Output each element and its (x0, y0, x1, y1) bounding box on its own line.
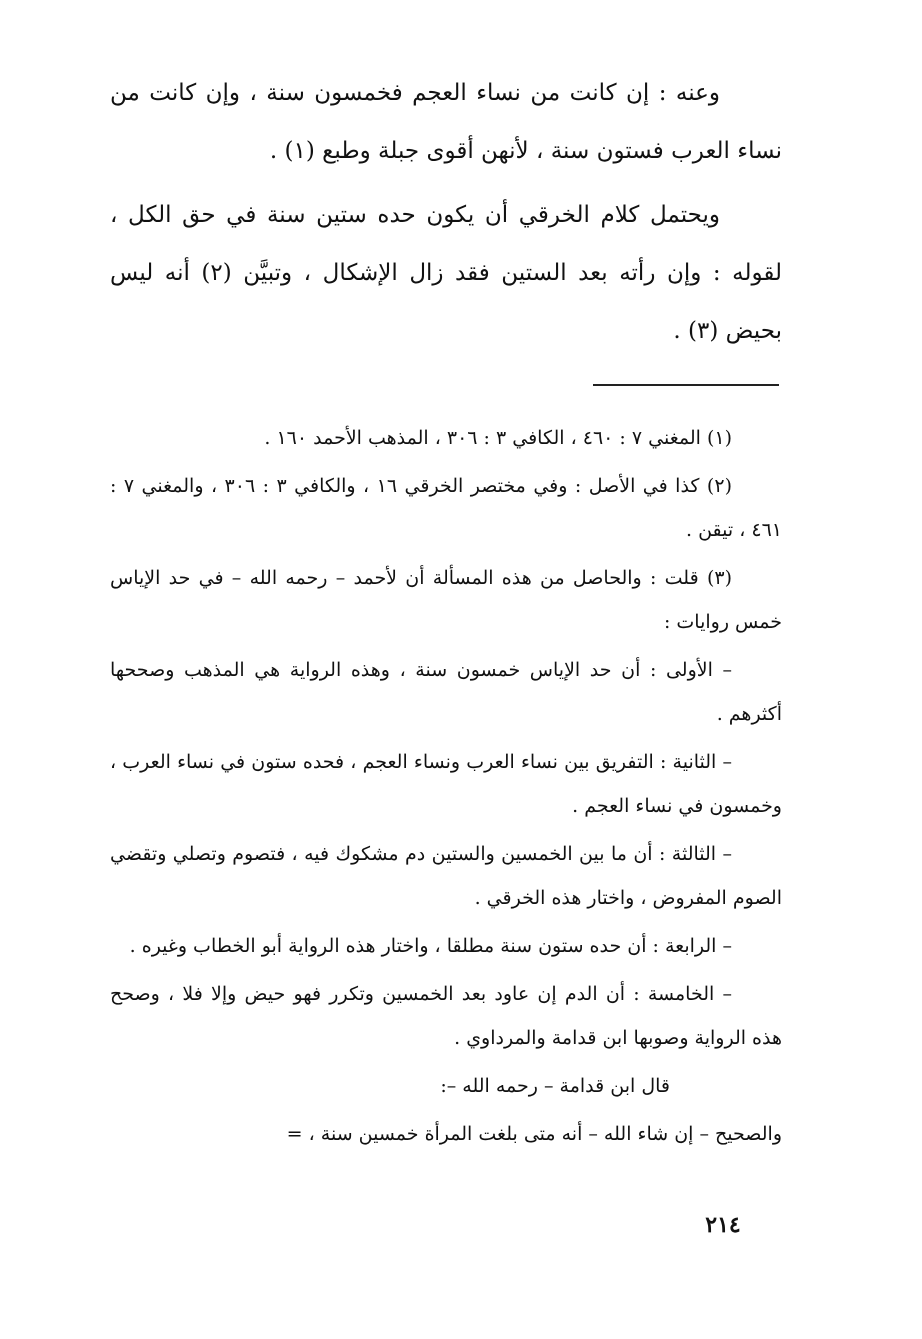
narration-5: – الخامسة : أن الدم إن عاود بعد الخمسين وتكرر فهو حيض وإلا فلا ، وصحح هذه الرواية وصوبها ابن قدامة والمرداوي . (110, 983, 782, 1049)
paragraph-1: وعنه : إن كانت من نساء العجم فخمسون سنة ، وإن كانت من نساء العرب فستون سنة ، لأنهن أقوى جبلة وطبع (١) . (110, 80, 782, 164)
narration-4: – الرابعة : أن حده ستون سنة مطلقا ، واختار هذه الرواية أبو الخطاب وغيره . (129, 935, 732, 957)
narration-2: – الثانية : التفريق بين نساء العرب ونساء العجم ، فحده ستون في نساء العرب ، وخمسون في نساء العجم . (110, 751, 782, 817)
footnote-3: (٣) قلت : والحاصل من هذه المسألة أن لأحمد – رحمه الله – في حد الإياس خمس روايات : (110, 567, 782, 633)
paragraph-2: ويحتمل كلام الخرقي أن يكون حده ستين سنة في حق الكل ، لقوله : وإن رأته بعد الستين فقد زال الإشكال ، وتبيَّن (٢) أنه ليس بحيض (٣) . (110, 202, 782, 344)
narration-3: – الثالثة : أن ما بين الخمسين والستين دم مشكوك فيه ، فتصوم وتصلي وتقضي الصوم المفروض ، واختار هذه الخرقي . (110, 843, 782, 909)
footnote-2: (٢) كذا في الأصل : وفي مختصر الخرقي ١٦ ، والكافي ٣ : ٣٠٦ ، والمغني ٧ : ٤٦١ ، تيقن . (110, 475, 782, 541)
quote-text: والصحيح – إن شاء الله – أنه متى بلغت المرأة خمسين سنة ، = (286, 1123, 782, 1145)
footnote-separator (593, 384, 779, 386)
page-number: ٢١٤ (705, 1212, 741, 1238)
footnotes (110, 416, 782, 1160)
narration-1: – الأولى : أن حد الإياس خمسون سنة ، وهذه الرواية هي المذهب وصححها أكثرهم . (110, 659, 782, 725)
main-text (110, 64, 782, 360)
quote-intro: قال ابن قدامة – رحمه الله –: (440, 1075, 670, 1097)
footnote-1: (١) المغني ٧ : ٤٦٠ ، الكافي ٣ : ٣٠٦ ، المذهب الأحمد ١٦٠ . (264, 427, 732, 449)
